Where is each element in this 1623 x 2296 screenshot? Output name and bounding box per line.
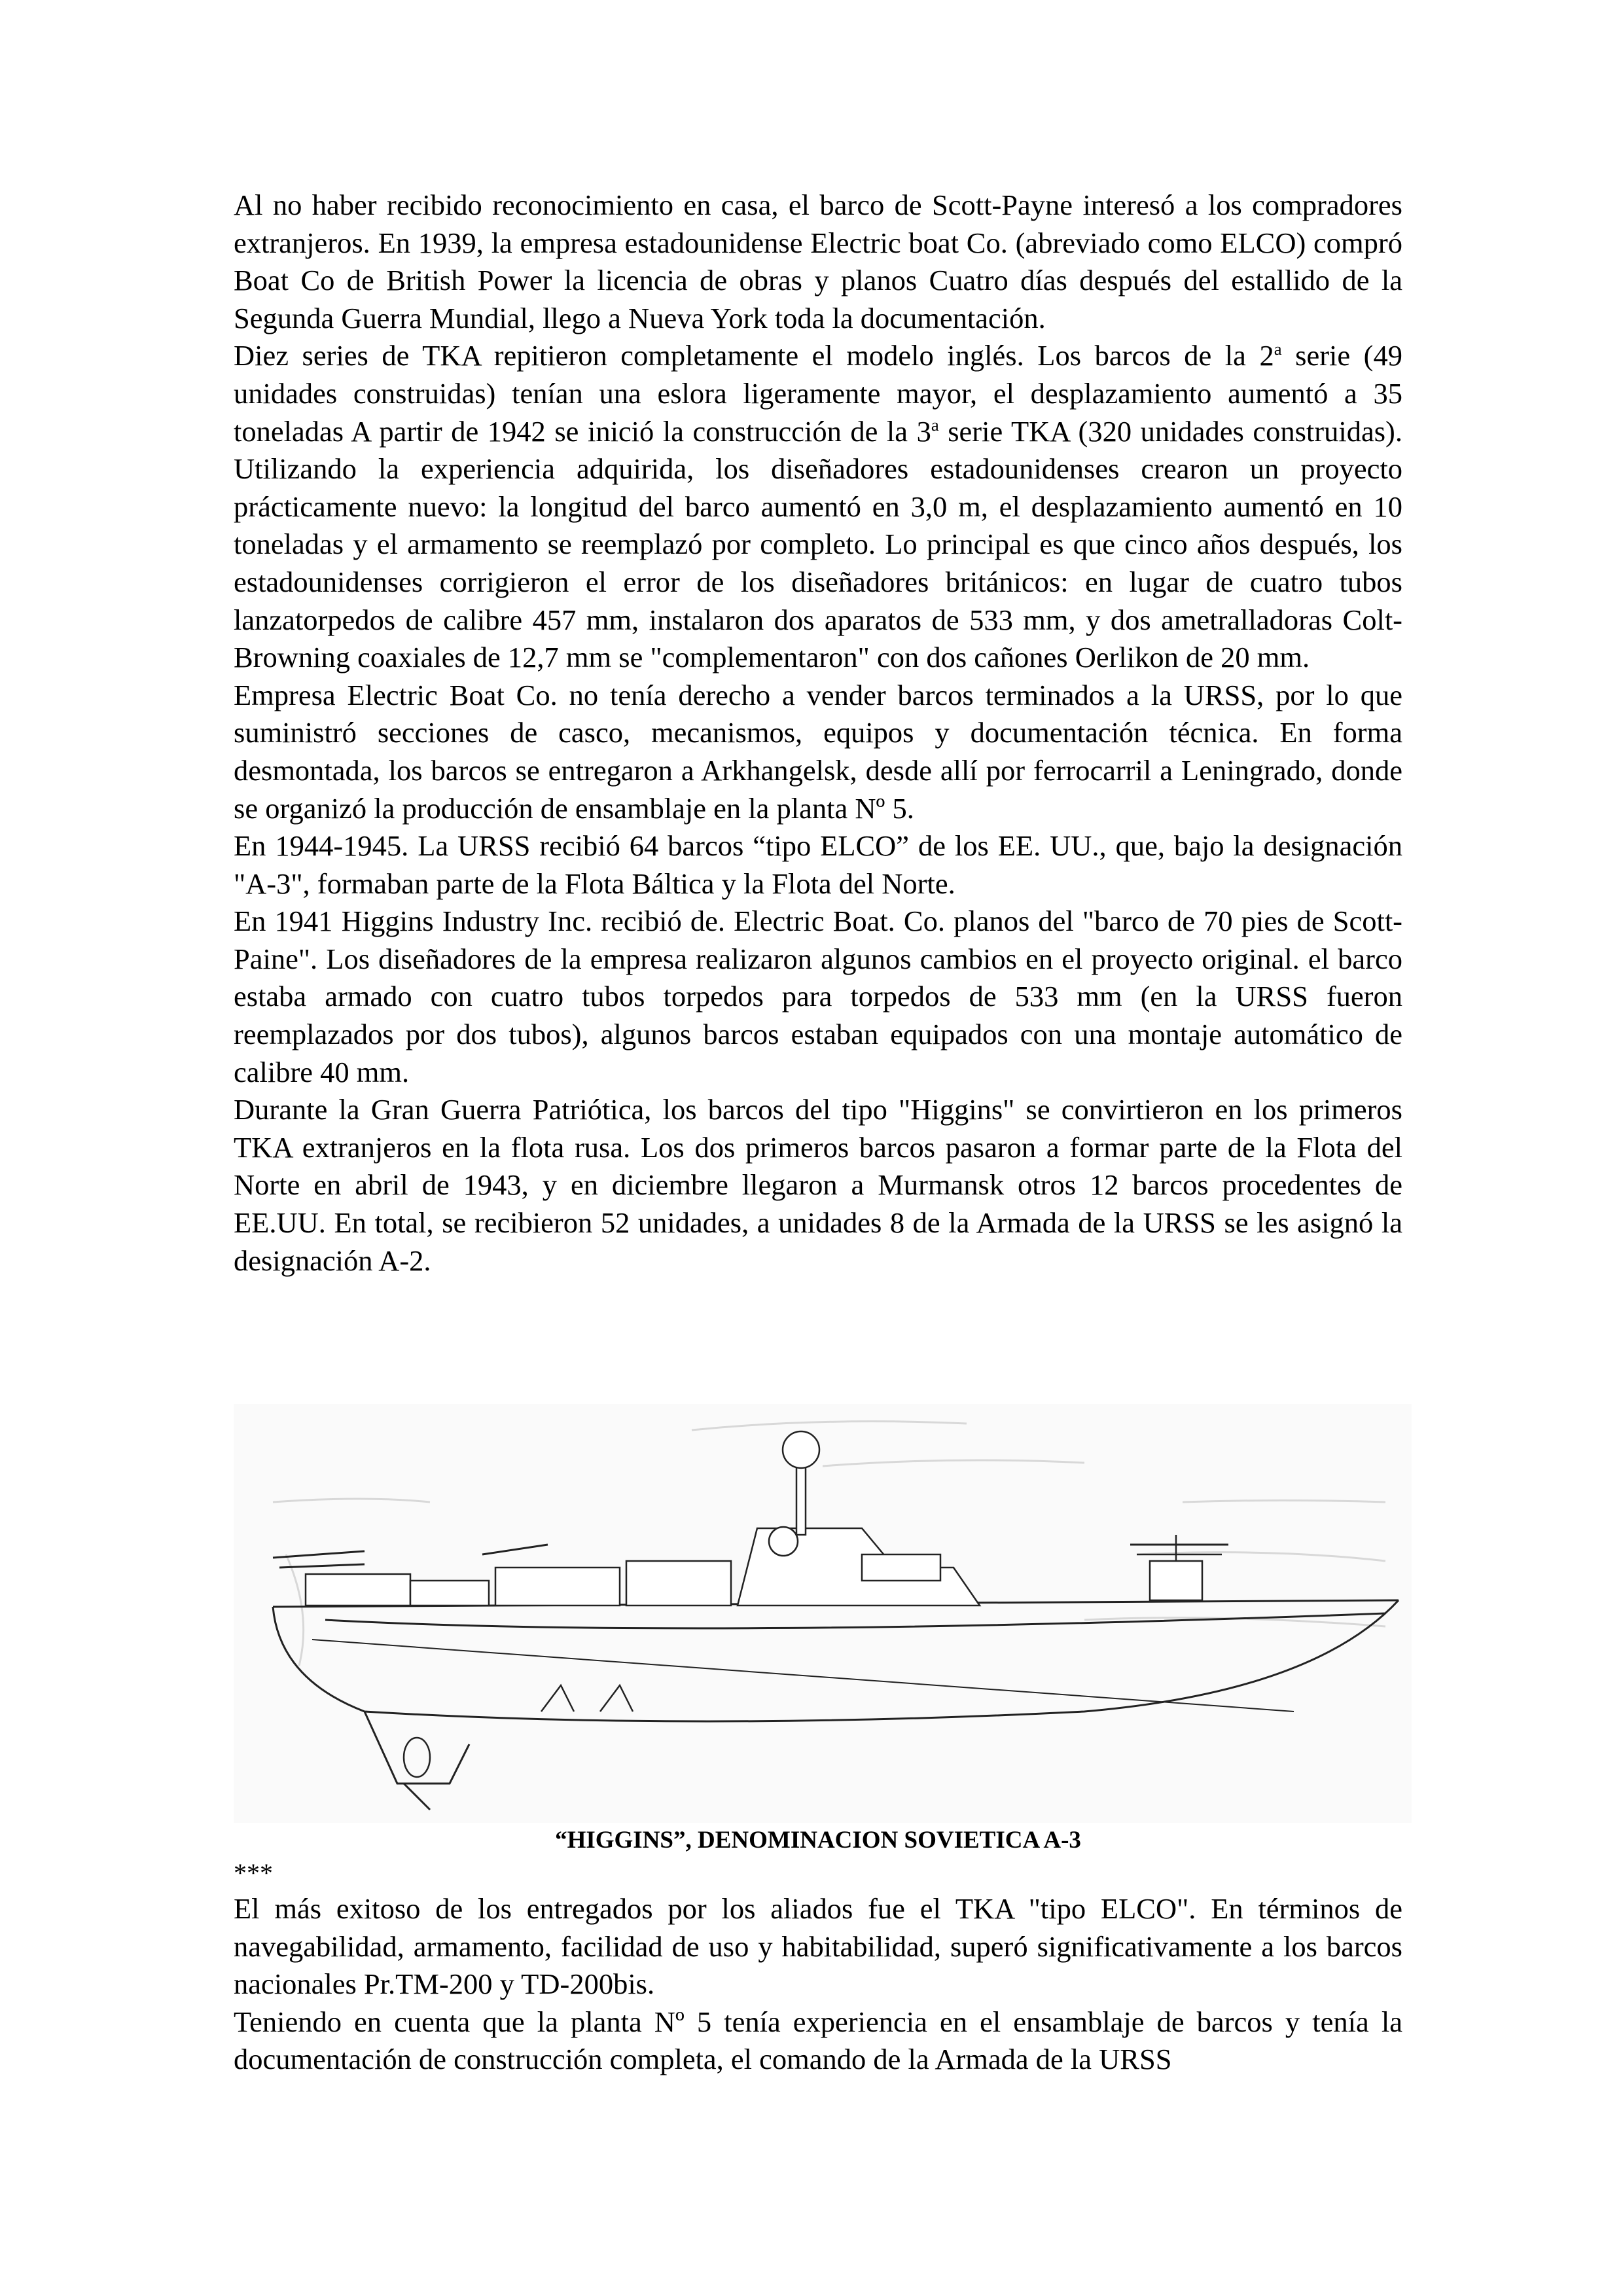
section-separator: *** xyxy=(234,1858,273,1888)
superscript: a xyxy=(931,414,939,435)
boat-illustration xyxy=(234,1404,1412,1823)
paragraph: El más exitoso de los entregados por los aliados fue el TKA "tipo ELCO". En términos de navegabilidad, armamento, facilidad de uso y habitabilidad, superó significativamente a los barcos nacionales Pr.TM-200 y TD-200bis. xyxy=(234,1892,1402,2001)
paragraph: Empresa Electric Boat Co. no tenía derecho a vender barcos terminados a la URSS, por lo que suministró secciones de casco, mecanismos, equipos y documentación técnica. En forma desmontada, los barcos se entregaron a Arkhangelsk, desde allí por ferrocarril a Leningrado, donde se organizó la producción de ensamblaje en la planta Nº 5. xyxy=(234,678,1402,825)
superscript: a xyxy=(1274,339,1282,359)
boat-drawing xyxy=(234,1404,1412,1823)
paragraph: Al no haber recibido reconocimiento en casa, el barco de Scott-Payne interesó a los compradores extranjeros. En 1939, la empresa estadounidense Electric boat Co. (abreviado como ELCO) compró Boat Co de British Power la licencia de obras y planos Cuatro días después del estallido de la Segunda Guerra Mundial, llego a Nueva York toda la documentación. xyxy=(234,188,1402,334)
paragraph: Durante la Gran Guerra Patriótica, los barcos del tipo "Higgins" se convirtieron en los primeros TKA extranjeros en la flota rusa. Los dos primeros barcos pasaron a formar parte de la Flota del Norte en abril de 1943, y en diciembre llegaron a Murmansk otros 12 barcos procedentes de EE.UU. En total, se recibieron 52 unidades, a unidades 8 de la Armada de la URSS se les asignó la designación A-2. xyxy=(234,1093,1402,1277)
figure-caption: “HIGGINS”, DENOMINACION SOVIETICA A-3 xyxy=(555,1827,1081,1854)
text-run: Diez series de TKA repitieron completamente el modelo inglés. Los barcos de la 2 xyxy=(234,339,1274,372)
body-text-continued xyxy=(234,1890,1402,2079)
superstructure xyxy=(306,1431,1222,1605)
propeller xyxy=(404,1685,633,1777)
paragraph: En 1941 Higgins Industry Inc. recibió de. Electric Boat. Co. planos del "barco de 70 pies de Scott-Paine". Los diseñadores de la empresa realizaron algunos cambios en el proyecto original. el barco estaba armado con cuatro tubos torpedos para torpedos de 533 mm (en la URSS fueron reemplazados por dos tubos), algunos barcos estaban equipados con una montaje automático de calibre 40 mm. xyxy=(234,905,1402,1088)
text-run: serie (49 unidades construidas) tenían una eslora ligeramente mayor, el desplazamiento aumentó a 35 toneladas A partir de 1942 se inició la construcción de la 3 xyxy=(234,339,1402,448)
hull xyxy=(273,1600,1399,1810)
paragraph: En 1944-1945. La URSS recibió 64 barcos “tipo ELCO” de los EE. UU., que, bajo la designación "A-3", formaban parte de la Flota Báltica y la Flota del Norte. xyxy=(234,829,1402,900)
paragraph: Teniendo en cuenta que la planta Nº 5 tenía experiencia en el ensamblaje de barcos y tenía la documentación de construcción completa, el comando de la Armada de la URSS xyxy=(234,2005,1402,2076)
paragraph xyxy=(234,337,1402,676)
text-run: serie TKA (320 unidades construidas). Utilizando la experiencia adquirida, los diseñadores estadounidenses crearon un proyecto prácticamente nuevo: la longitud del barco aumentó en 3,0 m, el desplazamiento aumentó en 10 toneladas y el armamento se reemplazó por completo. Lo principal es que cinco años después, los estadounidenses corrigieron el error de los diseñadores británicos: en lugar de cuatro tubos lanzatorpedos de calibre 457 mm, instalaron dos aparatos de 533 mm, y dos ametralladoras Colt-Browning coaxiales de 12,7 mm se "complementaron" con dos cañones Oerlikon de 20 mm. xyxy=(234,414,1402,674)
body-text xyxy=(234,187,1402,1280)
